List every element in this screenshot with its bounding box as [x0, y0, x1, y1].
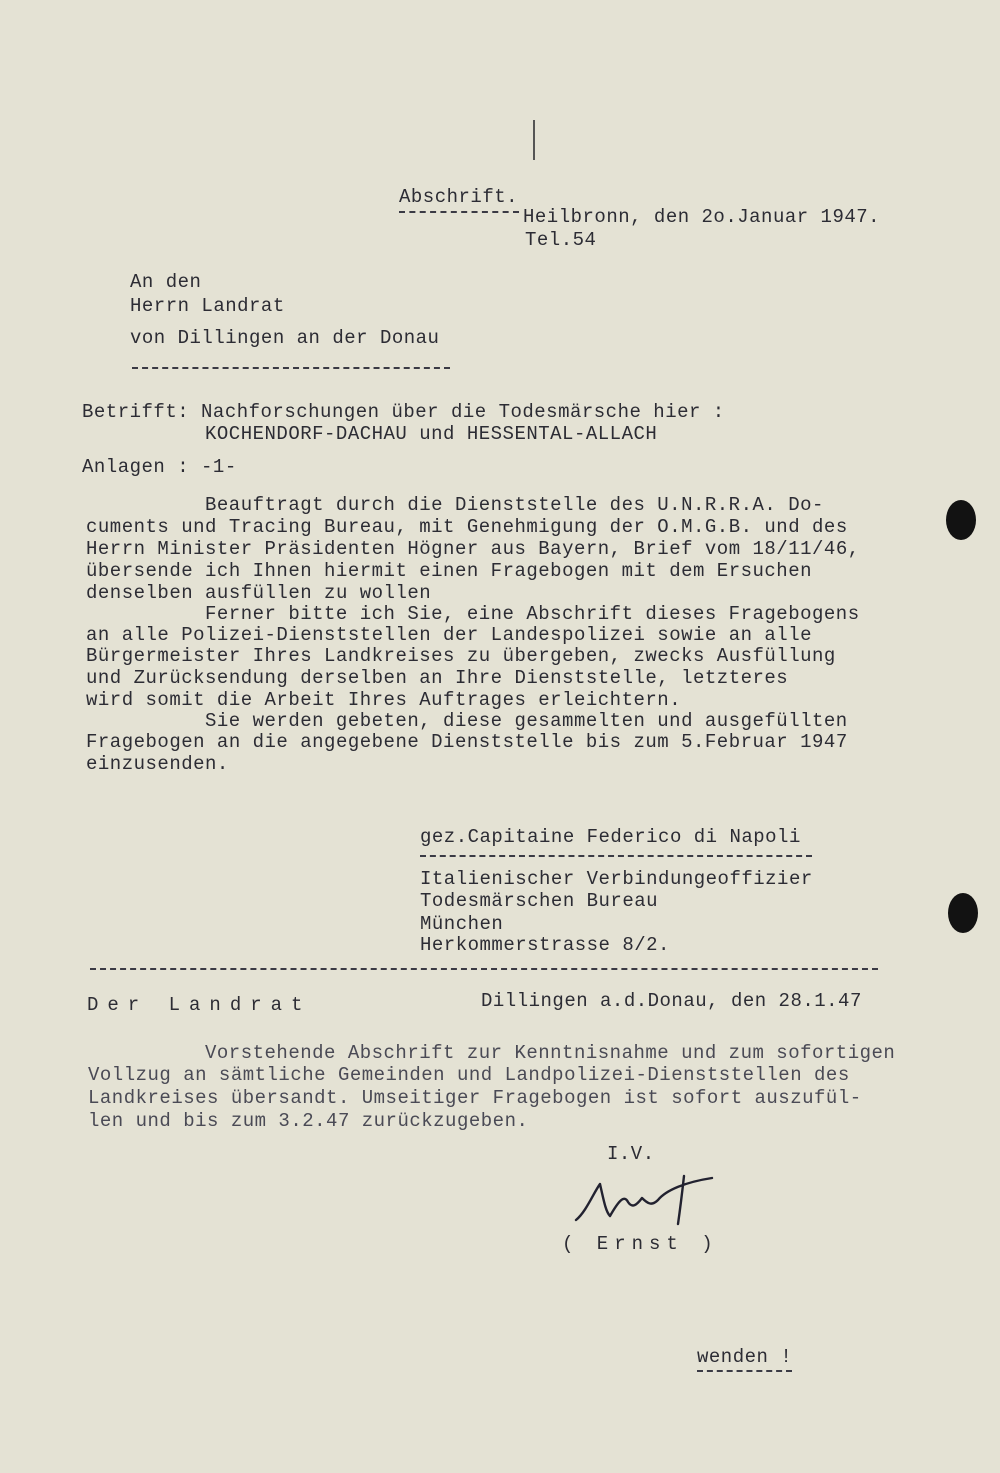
turn-over-note: wenden !	[697, 1346, 793, 1368]
recipient-line-3: von Dillingen an der Donau	[130, 327, 440, 349]
body-line: Ferner bitte ich Sie, eine Abschrift dieses Fragebogens	[205, 603, 860, 625]
punch-hole-top	[946, 500, 976, 540]
landrat-place-date: Dillingen a.d.Donau, den 28.1.47	[481, 990, 862, 1012]
body-line: denselben ausfüllen zu wollen	[86, 582, 432, 604]
body-line: cuments und Tracing Bureau, mit Genehmigung der O.M.G.B. und des	[86, 516, 848, 538]
copy-underline	[399, 211, 519, 213]
landrat-line: Vorstehende Abschrift zur Kenntnisnahme und zum sofortigen	[205, 1042, 896, 1064]
body-line: Beauftragt durch die Dienststelle des U.N.R.R.A. Do-	[205, 494, 824, 516]
section-separator	[90, 968, 878, 970]
landrat-line: Landkreises übersandt. Umseitiger Fragebogen ist sofort auszufül-	[88, 1087, 862, 1109]
body-line: wird somit die Arbeit Ihres Auftrages erleichtern.	[86, 689, 682, 711]
signed-underline	[420, 855, 812, 857]
landrat-line: Vollzug an sämtliche Gemeinden und Landpolizei-Dienststellen des	[88, 1064, 850, 1086]
recipient-line-1: An den	[130, 271, 202, 293]
signer-city: München	[420, 913, 504, 935]
signer-title: Italienischer Verbindungeoffizier	[420, 868, 813, 890]
turn-underline	[697, 1370, 792, 1372]
body-line: und Zurücksendung derselben an Ihre Dienststelle, letzteres	[86, 667, 789, 689]
subject-line-1: Betrifft: Nachforschungen über die Todesmärsche hier :	[82, 401, 725, 423]
body-line: Sie werden gebeten, diese gesammelten und ausgefüllten	[205, 710, 848, 732]
landrat-label: Der Landrat	[87, 994, 312, 1016]
landrat-line: len und bis zum 3.2.47 zurückzugeben.	[88, 1110, 529, 1132]
signature-name: ( Ernst )	[562, 1233, 719, 1255]
body-line: Bürgermeister Ihres Landkreises zu übergeben, zwecks Ausfüllung	[86, 645, 836, 667]
signer-office: Todesmärschen Bureau	[420, 890, 659, 912]
recipient-underline	[132, 367, 450, 369]
body-line: einzusenden.	[86, 753, 229, 775]
body-line: übersende ich Ihnen hiermit einen Fragebogen mit dem Ersuchen	[86, 560, 813, 582]
place-date: Heilbronn, den 2o.Januar 1947.	[523, 206, 881, 228]
signer-street: Herkommerstrasse 8/2.	[420, 934, 670, 956]
margin-mark	[533, 120, 535, 160]
handwritten-signature	[566, 1172, 726, 1232]
punch-hole-bottom	[948, 893, 978, 933]
attachments: Anlagen : -1-	[82, 456, 237, 478]
copy-label: Abschrift.	[399, 186, 519, 208]
recipient-line-2: Herrn Landrat	[130, 295, 285, 317]
subject-line-2: KOCHENDORF-DACHAU und HESSENTAL-ALLACH	[205, 423, 658, 445]
phone: Tel.54	[525, 229, 597, 251]
signed-by: gez.Capitaine Federico di Napoli	[420, 826, 801, 848]
body-line: an alle Polizei-Dienststellen der Landespolizei sowie an alle	[86, 624, 813, 646]
body-line: Fragebogen an die angegebene Dienststelle bis zum 5.Februar 1947	[86, 731, 848, 753]
body-line: Herrn Minister Präsidenten Högner aus Bayern, Brief vom 18/11/46,	[86, 538, 860, 560]
iv-label: I.V.	[607, 1143, 655, 1165]
